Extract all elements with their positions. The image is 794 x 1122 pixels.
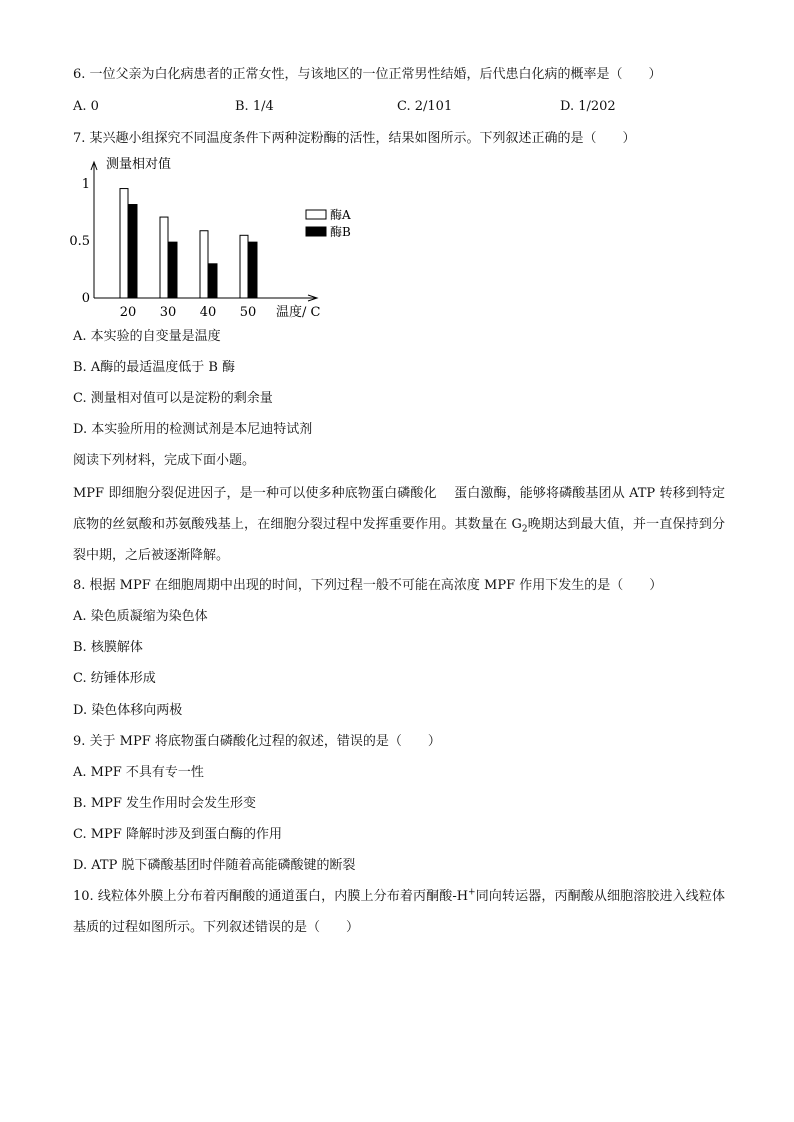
reading-intro: 阅读下列材料，完成下面小题。	[73, 453, 256, 468]
x-axis-title: 温度/ C	[276, 305, 321, 320]
bar-enzyme-a-30	[160, 217, 168, 298]
q9-option-b: B. MPF 发生作用时会发生形变	[73, 796, 257, 811]
bar-enzyme-a-40	[200, 231, 208, 298]
reading-paragraph	[73, 478, 725, 571]
y-tick-label: 0.5	[69, 234, 90, 249]
q9-option-a: A. MPF 不具有专一性	[73, 765, 204, 780]
legend-label-enzyme-b: 酶B	[330, 225, 351, 239]
reading-text-a: MPF 即细胞分裂促进因子，是一种可以使多种底物蛋白磷酸化 蛋白激酶，能够将磷酸基团从 ATP 转移到特定底物的丝氨酸和苏氨酸残基上，在细胞分裂过程中发挥重要作用。其数量在 G	[73, 486, 725, 532]
x-tick-label: 20	[119, 305, 137, 320]
q7-stem: 7. 某兴趣小组探究不同温度条件下两种淀粉酶的活性，结果如图所示。下列叙述正确的是（ ）	[73, 131, 636, 146]
x-tick-label: 30	[159, 305, 177, 320]
q7-option-d: D. 本实验所用的检测试剂是本尼迪特试剂	[73, 422, 313, 437]
g2-subscript: 2	[521, 524, 528, 535]
bar-enzyme-a-50	[240, 235, 248, 298]
enzyme-activity-chart	[69, 152, 351, 322]
y-axis-title: 测量相对值	[106, 157, 172, 172]
bar-enzyme-a-20	[120, 189, 128, 298]
q6-option-b: B. 1/4	[235, 99, 274, 114]
chart-bars	[120, 189, 257, 298]
q7-option-c: C. 测量相对值可以是淀粉的剩余量	[73, 391, 273, 406]
q6-stem: 6. 一位父亲为白化病患者的正常女性，与该地区的一位正常男性结婚，后代患白化病的概率是（ ）	[73, 67, 662, 82]
bar-enzyme-b-40	[209, 264, 217, 298]
q10-stem	[73, 881, 725, 943]
q8-option-c: C. 纺锤体形成	[73, 671, 156, 686]
y-tick-label: 0	[81, 291, 90, 306]
q6-option-c: C. 2/101	[397, 99, 453, 114]
legend-swatch-enzyme-b	[306, 227, 326, 236]
bar-enzyme-b-50	[249, 242, 257, 298]
q6-option-d: D. 1/202	[560, 99, 616, 114]
q6-option-a: A. 0	[73, 99, 99, 114]
q7-option-a: A. 本实验的自变量是温度	[73, 329, 221, 344]
y-tick-label: 1	[81, 177, 90, 192]
chart-labels	[69, 156, 320, 320]
q10-text-a: 10. 线粒体外膜上分布着丙酮酸的通道蛋白，内膜上分布着丙酮酸-H	[73, 889, 469, 904]
q10-text-b: 同向转运器，丙酮酸从细胞溶胶进入线粒体基质的过程如图所示。下列叙述错误的是（ ）	[73, 889, 725, 935]
legend-label-enzyme-a: 酶A	[330, 208, 351, 222]
chart-legend	[306, 207, 351, 239]
reading-text-b: 晚期达到最大值，并一直保持到分裂中期，之后被逐渐降解。	[73, 517, 725, 563]
bar-enzyme-b-20	[129, 205, 137, 298]
legend-swatch-enzyme-a	[306, 210, 326, 219]
q8-option-d: D. 染色体移向两极	[73, 703, 183, 718]
q8-stem: 8. 根据 MPF 在细胞周期中出现的时间，下列过程一般不可能在高浓度 MPF 作用下发生的是（ ）	[73, 578, 663, 593]
x-tick-label: 50	[239, 305, 257, 320]
bar-enzyme-b-30	[169, 242, 177, 298]
x-tick-label: 40	[199, 305, 217, 320]
q8-option-b: B. 核膜解体	[73, 640, 143, 655]
q6-options	[73, 98, 713, 116]
q8-option-a: A. 染色质凝缩为染色体	[73, 609, 208, 624]
h-plus-superscript: +	[468, 887, 476, 898]
q9-option-d: D. ATP 脱下磷酸基团时伴随着高能磷酸键的断裂	[73, 858, 356, 873]
q9-option-c: C. MPF 降解时涉及到蛋白酶的作用	[73, 827, 282, 842]
q7-option-b: B. A酶的最适温度低于 B 酶	[73, 360, 236, 375]
q9-stem: 9. 关于 MPF 将底物蛋白磷酸化过程的叙述，错误的是（ ）	[73, 734, 441, 749]
